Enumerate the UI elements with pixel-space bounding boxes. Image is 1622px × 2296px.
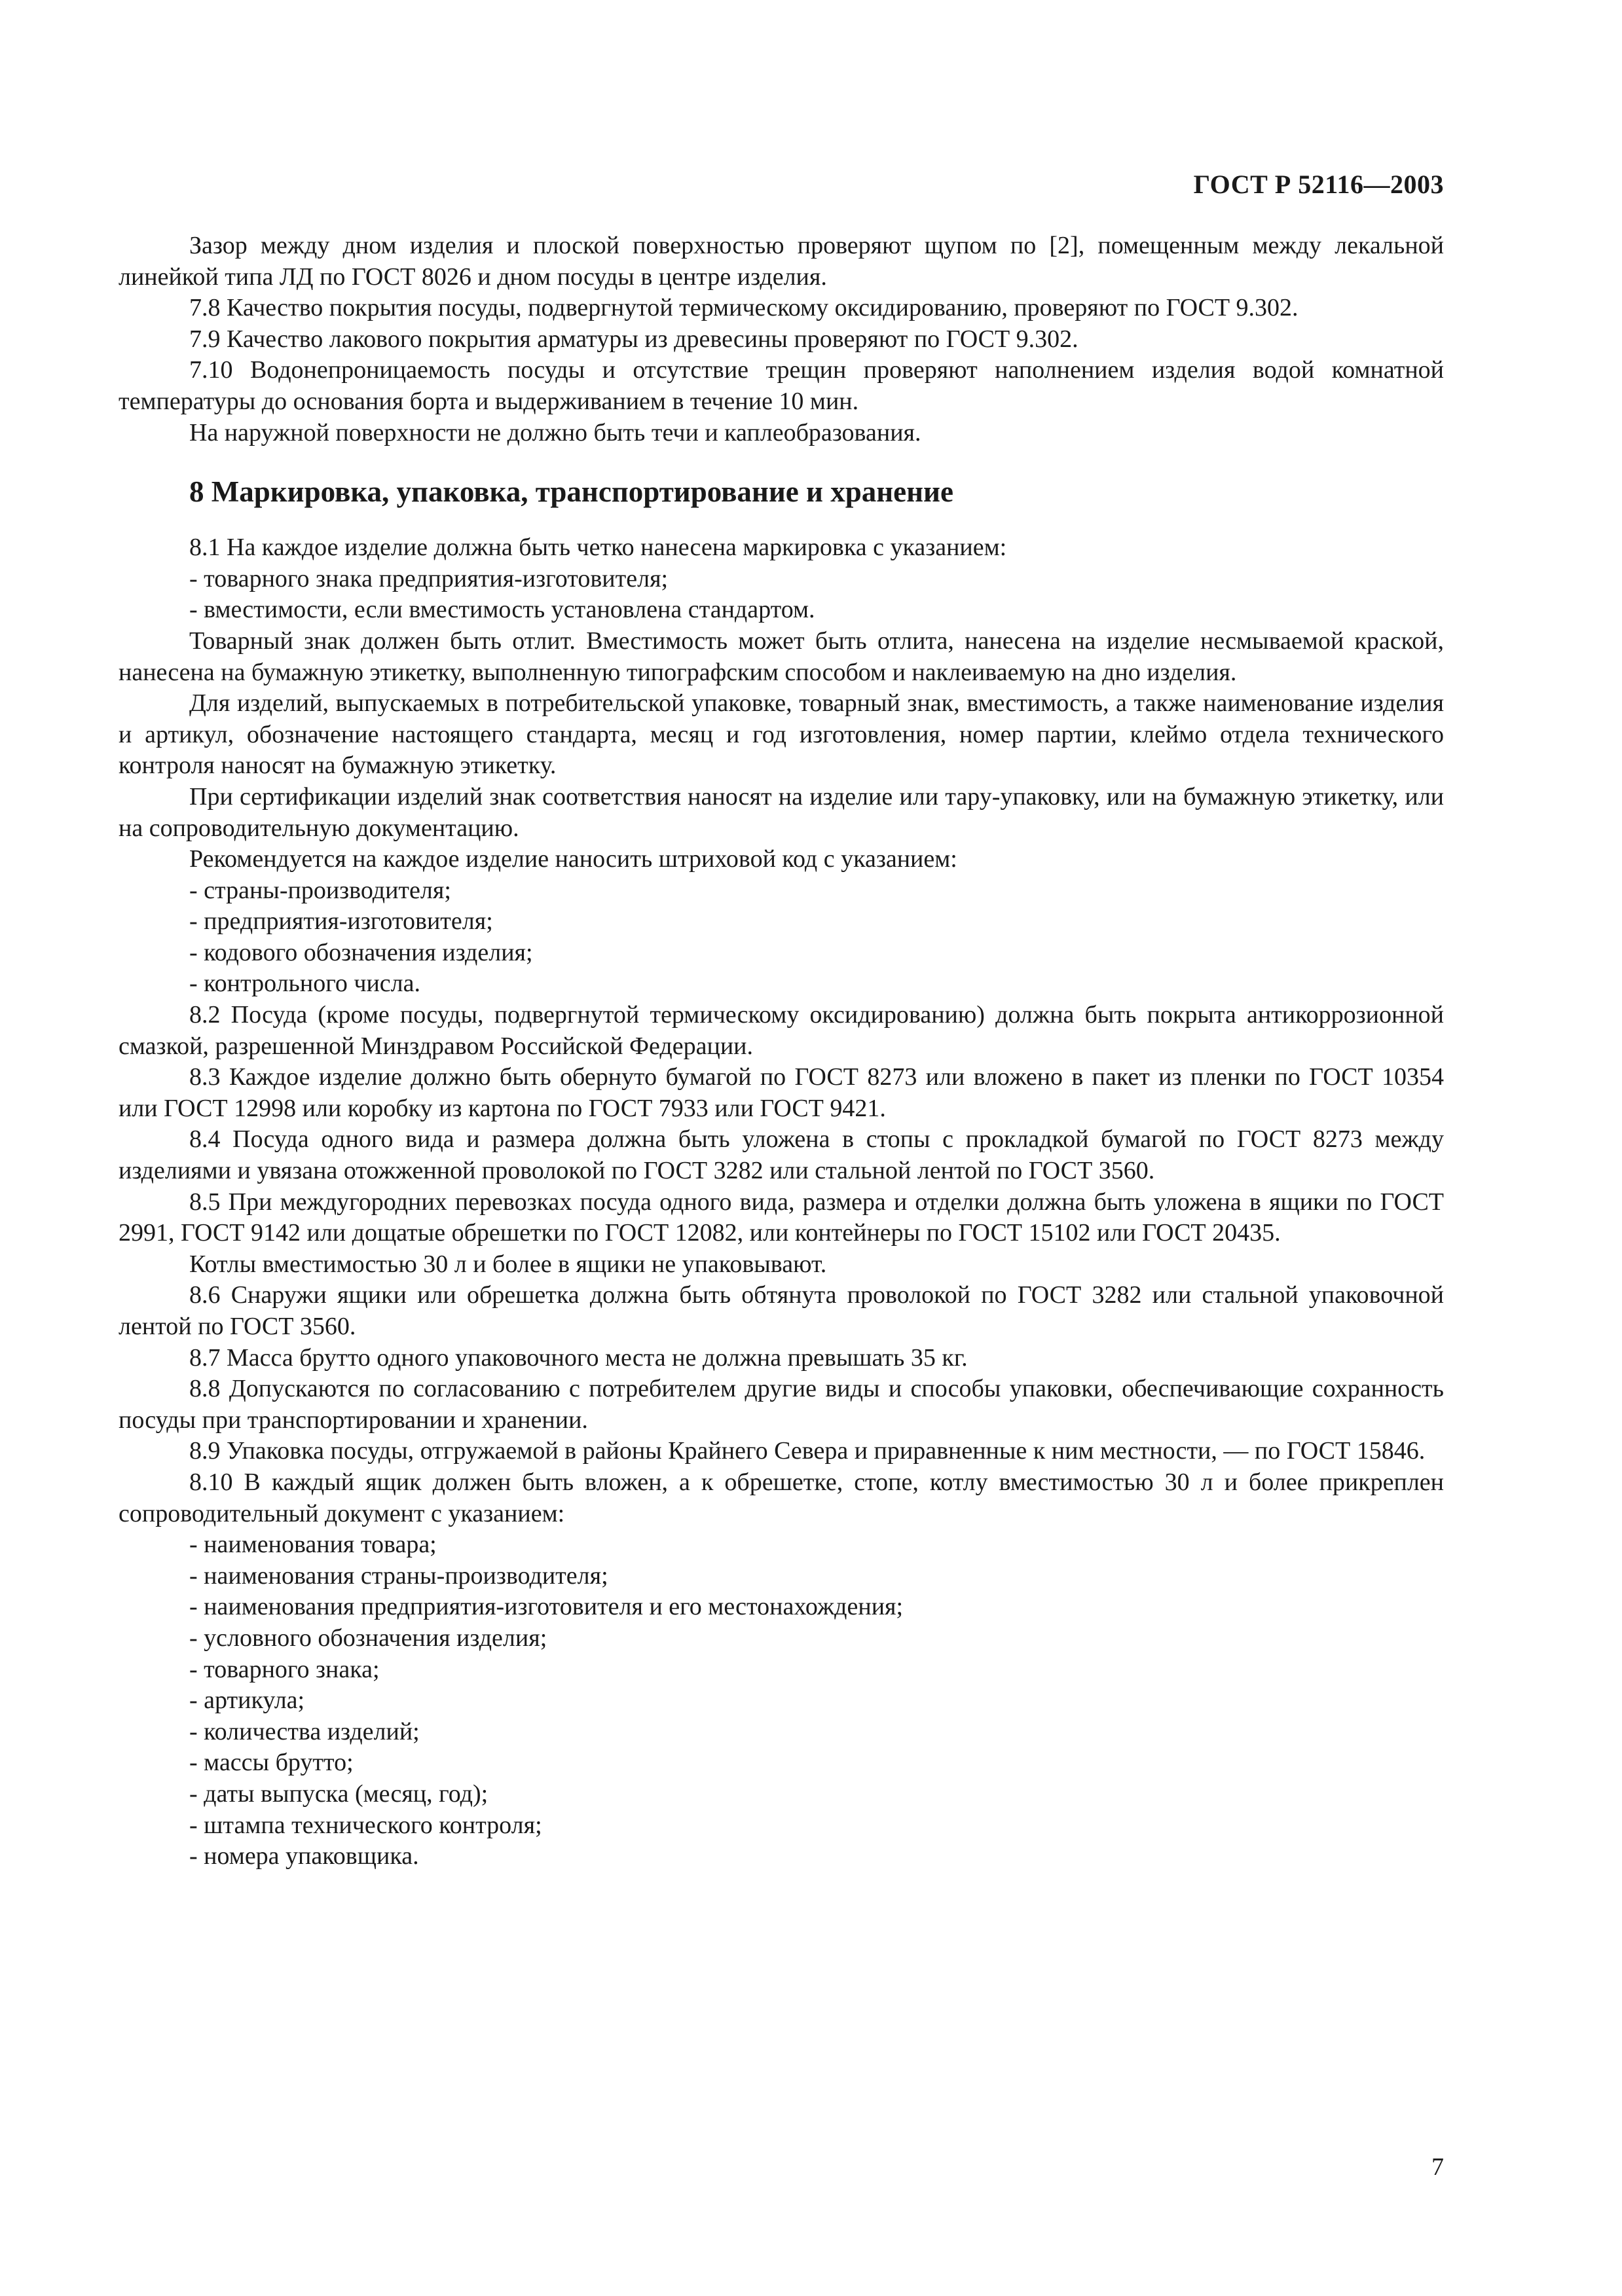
- list-item: - вместимости, если вместимость установлена стандартом.: [189, 596, 815, 624]
- paragraph-8-5: 8.5 При междугородних перевозках посуда одного вида, размера и отделки должна быть уложена в ящики по ГОСТ 2991, ГОСТ 9142 или дощатые обрешетки по ГОСТ 12082, или контейнеры по ГОСТ 15102 или ГОСТ 20435.: [119, 1188, 1444, 1247]
- list-item: - товарного знака;: [189, 1655, 380, 1683]
- list-item: - даты выпуска (месяц, год);: [189, 1779, 488, 1808]
- spacer: [119, 510, 1444, 532]
- section-8-heading: 8 Маркировка, упаковка, транспортирование и хранение: [189, 475, 953, 509]
- paragraph-8-3: 8.3 Каждое изделие должно быть обернуто бумагой по ГОСТ 8273 или вложено в пакет из пленки по ГОСТ 10354 или ГОСТ 12998 или коробку из картона по ГОСТ 7933 или ГОСТ 9421.: [119, 1063, 1444, 1122]
- document-header: ГОСТ Р 52116—2003: [1193, 170, 1444, 199]
- paragraph-8-1: 8.1 На каждое изделие должна быть четко нанесена маркировка с указанием:: [189, 534, 1007, 562]
- list-item: - наименования страны-производителя;: [189, 1561, 608, 1590]
- list-item: - номера упаковщика.: [189, 1842, 419, 1870]
- list-item: - массы брутто;: [189, 1749, 354, 1777]
- list-item: - наименования предприятия-изготовителя и его местонахождения;: [189, 1593, 904, 1621]
- paragraph-trademark: Товарный знак должен быть отлит. Вместимость может быть отлита, нанесена на изделие несмываемой краской, нанесена на бумажную этикетку, выполненную типографским способом и наклеиваемую на дно изделия.: [119, 627, 1444, 686]
- list-item: - штампа технического контроля;: [189, 1811, 542, 1839]
- spacer: [119, 448, 1444, 473]
- paragraph-7-10: 7.10 Водонепроницаемость посуды и отсутствие трещин проверяют наполнением изделия водой комнатной температуры до основания борта и выдерживанием в течение 10 мин.: [119, 356, 1444, 415]
- paragraph-7-9: 7.9 Качество лакового покрытия арматуры из древесины проверяют по ГОСТ 9.302.: [189, 325, 1078, 353]
- list-item: - количества изделий;: [189, 1717, 420, 1745]
- paragraph-8-10: 8.10 В каждый ящик должен быть вложен, а к обрешетке, стопе, котлу вместимостью 30 л и более прикреплен сопроводительный документ с указанием:: [119, 1468, 1444, 1527]
- paragraph-certification: При сертификации изделий знак соответствия наносят на изделие или тару-упаковку, или на бумажную этикетку, или на сопроводительную документацию.: [119, 782, 1444, 842]
- list-item: - предприятия-изготовителя;: [189, 907, 493, 936]
- list-item: - страны-производителя;: [189, 876, 451, 904]
- list-item: - артикула;: [189, 1686, 305, 1715]
- paragraph-gap-check: Зазор между дном изделия и плоской поверхностью проверяют щупом по [2], помещенным между лекальной линейкой типа ЛД по ГОСТ 8026 и дном посуды в центре изделия.: [119, 232, 1444, 291]
- page-number: 7: [1431, 2153, 1444, 2181]
- document-body: [119, 230, 1444, 1872]
- list-item: - контрольного числа.: [189, 970, 421, 998]
- list-item: - наименования товара;: [189, 1531, 437, 1559]
- paragraph-8-4: 8.4 Посуда одного вида и размера должна быть уложена в стопы с прокладкой бумагой по ГОСТ 8273 между изделиями и увязана отожженной проволокой по ГОСТ 3282 или стальной лентой по ГОСТ 3560.: [119, 1125, 1444, 1185]
- paragraph-8-8: 8.8 Допускаются по согласованию с потребителем другие виды и способы упаковки, обеспечивающие сохранность посуды при транспортировании и хранении.: [119, 1375, 1444, 1434]
- paragraph-8-2: 8.2 Посуда (кроме посуды, подвергнутой термическому оксидированию) должна быть покрыта антикоррозионной смазкой, разрешенной Минздравом Российской Федерации.: [119, 1001, 1444, 1060]
- paragraph-8-6: 8.6 Снаружи ящики или обрешетка должна быть обтянута проволокой по ГОСТ 3282 или стальной упаковочной лентой по ГОСТ 3560.: [119, 1281, 1444, 1340]
- list-item: - условного обозначения изделия;: [189, 1624, 547, 1652]
- paragraph-7-8: 7.8 Качество покрытия посуды, подвергнутой термическому оксидированию, проверяют по ГОСТ 9.302.: [189, 294, 1299, 322]
- paragraph-consumer-pack: Для изделий, выпускаемых в потребительской упаковке, товарный знак, вместимость, а также наименование изделия и артикул, обозначение настоящего стандарта, месяц и год изготовления, номер партии, клеймо отдела технического контроля наносят на бумажную этикетку.: [119, 689, 1444, 780]
- list-item: - товарного знака предприятия-изготовителя;: [189, 564, 669, 592]
- paragraph-8-9: 8.9 Упаковка посуды, отгружаемой в районы Крайнего Севера и приравненные к ним местности, — по ГОСТ 15846.: [189, 1437, 1426, 1465]
- paragraph-boilers: Котлы вместимостью 30 л и более в ящики не упаковывают.: [189, 1250, 827, 1278]
- paragraph-barcode: Рекомендуется на каждое изделие наносить штриховой код с указанием:: [189, 845, 957, 873]
- paragraph-8-7: 8.7 Масса брутто одного упаковочного места не должна превышать 35 кг.: [189, 1343, 968, 1372]
- list-item: - кодового обозначения изделия;: [189, 938, 533, 966]
- paragraph-no-leaks: На наружной поверхности не должно быть течи и каплеобразования.: [189, 418, 921, 446]
